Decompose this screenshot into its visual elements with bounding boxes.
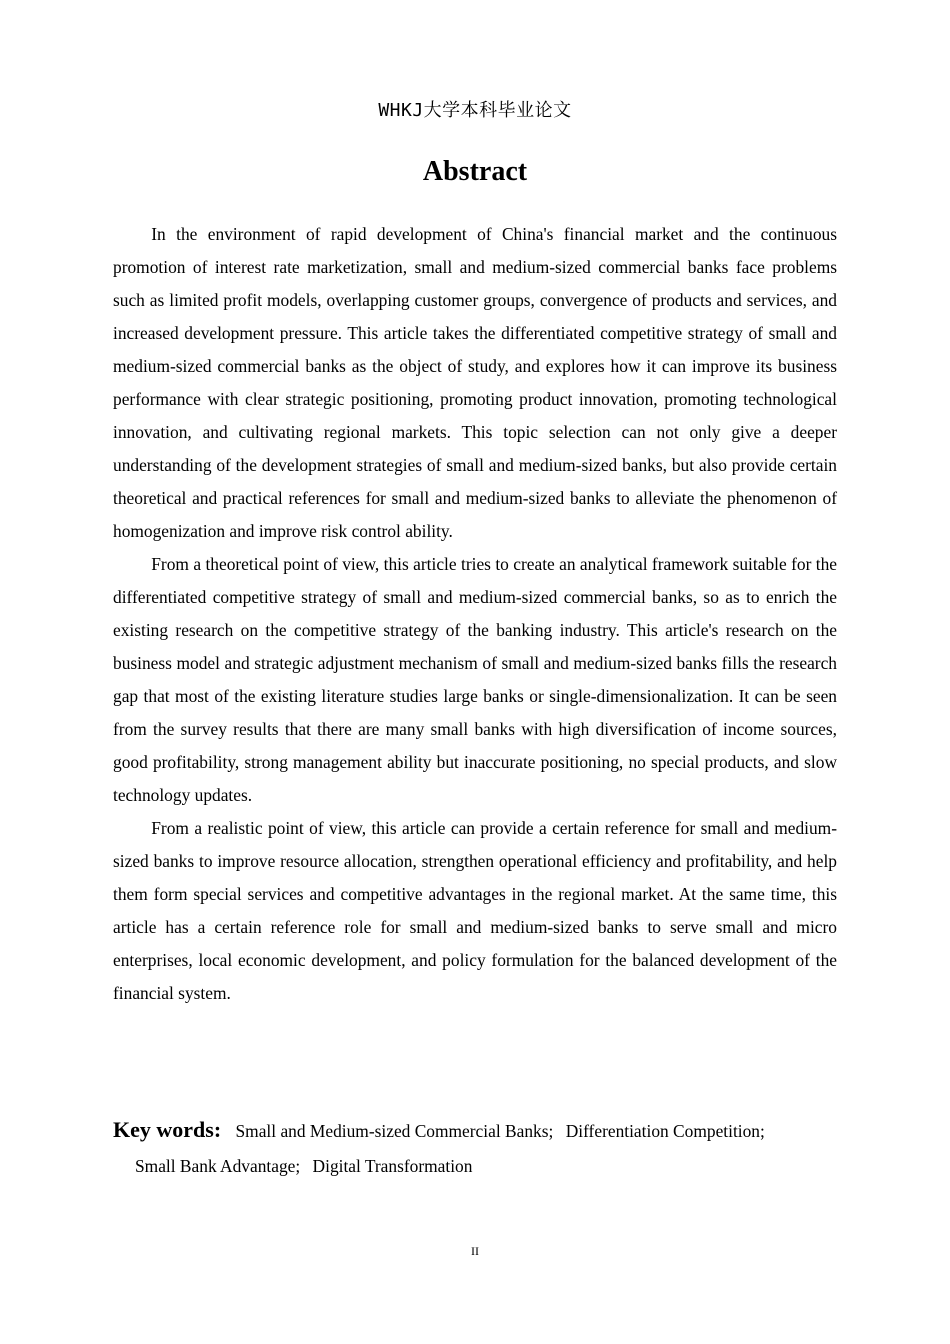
keywords-line-1 bbox=[113, 1112, 837, 1149]
abstract-body bbox=[113, 218, 837, 1010]
abstract-paragraph: From a theoretical point of view, this article tries to create an analytical framework suitable for the differentiated competitive strategy of small and medium-sized commercial banks, so as to enrich the existing research on the competitive strategy of the banking industry. This article's research on the business model and strategic adjustment mechanism of small and medium-sized banks fills the research gap that most of the existing literature studies large banks or single-dimensionalization. It can be seen from the survey results that there are many small banks with high diversification of income sources, good profitability, strong management ability but inaccurate positioning, no special products, and slow technology updates. bbox=[113, 554, 837, 805]
keywords-line-2 bbox=[113, 1149, 837, 1184]
keyword-item: Small and Medium-sized Commercial Banks; bbox=[235, 1121, 554, 1141]
keyword-item: Small Bank Advantage; bbox=[135, 1156, 301, 1176]
running-header: WHKJ大学本科毕业论文 bbox=[378, 100, 572, 121]
abstract-paragraph: From a realistic point of view, this article can provide a certain reference for small and medium-sized banks to improve resource allocation, strengthen operational efficiency and profitability, and help them form special services and competitive advantages in the regional market. At the same time, this article has a certain reference role for small and medium-sized banks to serve small and micro enterprises, local economic development, and policy formulation for the balanced development of the financial system. bbox=[113, 818, 837, 1003]
keywords-label: Key words: bbox=[113, 1117, 222, 1142]
keyword-item: Digital Transformation bbox=[312, 1156, 473, 1176]
page-number: II bbox=[471, 1244, 479, 1258]
keywords-section bbox=[113, 1112, 837, 1184]
abstract-title: Abstract bbox=[422, 156, 528, 187]
keyword-item: Differentiation Competition; bbox=[565, 1121, 765, 1141]
abstract-paragraph: In the environment of rapid development of China's financial market and the continuous promotion of interest rate marketization, small and medium-sized commercial banks face problems such as limited profit models, overlapping customer groups, convergence of products and services, and increased development pressure. This article takes the differentiated competitive strategy of small and medium-sized commercial banks as the object of study, and explores how it can improve its business performance with clear strategic positioning, promoting product innovation, promoting technological innovation, and cultivating regional markets. This topic selection can not only give a deeper understanding of the development strategies of small and medium-sized banks, but also provide certain theoretical and practical references for small and medium-sized banks to alleviate the phenomenon of homogenization and improve risk control ability. bbox=[113, 224, 837, 541]
